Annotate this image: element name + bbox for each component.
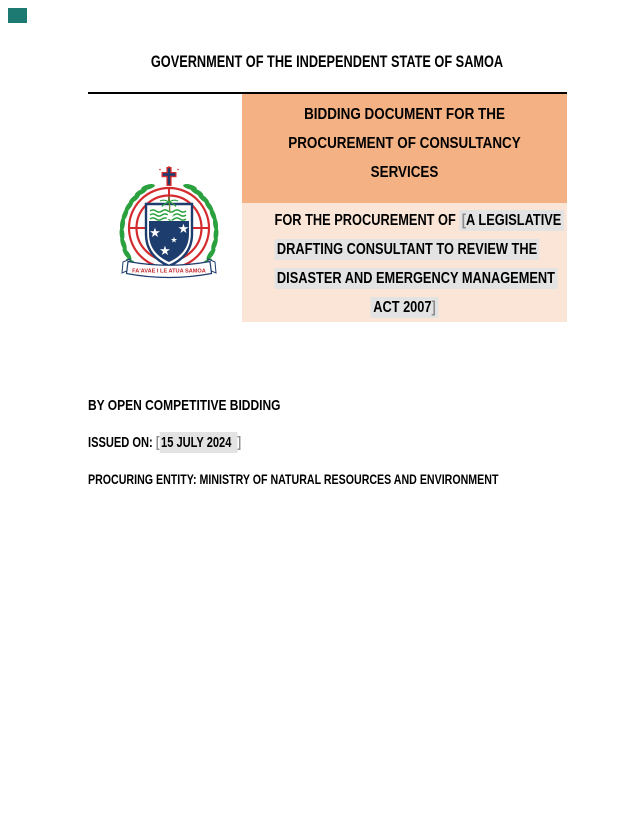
bidding-box bbox=[242, 94, 567, 322]
subject-field-line-2[interactable]: DRAFTING CONSULTANT TO REVIEW THE bbox=[275, 239, 540, 260]
svg-text:★: ★ bbox=[149, 226, 161, 241]
bidding-subject bbox=[242, 203, 567, 322]
open-bracket: [ bbox=[461, 212, 467, 229]
issued-label: ISSUED ON: bbox=[88, 434, 153, 451]
subject-prefix: FOR THE PROCUREMENT OF bbox=[274, 212, 460, 229]
subject-field-line-4[interactable]: ACT 2007] bbox=[371, 297, 438, 318]
cross-icon bbox=[159, 166, 179, 186]
bidding-method: BY OPEN COMPETITIVE BIDDING bbox=[88, 397, 281, 414]
corner-marker bbox=[8, 8, 27, 23]
bid-header-line-2: PROCUREMENT OF CONSULTANCY bbox=[288, 135, 521, 152]
motto-text: FA'AVAE I LE ATUA SAMOA bbox=[132, 268, 206, 275]
subject-line-1 bbox=[274, 206, 562, 235]
shield bbox=[146, 197, 192, 267]
svg-text:★: ★ bbox=[177, 222, 190, 237]
bidding-header bbox=[242, 94, 567, 203]
subject-line-3 bbox=[275, 264, 555, 293]
bid-header-line-1: BIDDING DOCUMENT FOR THE bbox=[304, 106, 505, 123]
svg-text:★: ★ bbox=[159, 244, 171, 259]
subject-line-4 bbox=[275, 293, 535, 322]
issued-date-field[interactable]: 15 JULY 2024 bbox=[160, 432, 238, 453]
subject-field-line-1[interactable]: [A LEGISLATIVE bbox=[459, 210, 563, 231]
issued-close-bracket: ] bbox=[237, 434, 242, 451]
svg-text:★: ★ bbox=[170, 235, 178, 245]
close-bracket: ] bbox=[431, 299, 436, 316]
procuring-entity: PROCURING ENTITY: MINISTRY OF NATURAL RESOURCES AND ENVIRONMENT bbox=[88, 471, 499, 487]
issued-open-bracket: [ bbox=[155, 434, 160, 451]
subject-field-line-3[interactable]: DISASTER AND EMERGENCY MANAGEMENT bbox=[275, 268, 558, 289]
bid-header-line-3: SERVICES bbox=[370, 164, 439, 181]
issued-on-line bbox=[88, 434, 241, 451]
svg-text:★: ★ bbox=[163, 210, 175, 225]
samoa-coat-of-arms bbox=[117, 166, 223, 288]
page-title: GOVERNMENT OF THE INDEPENDENT STATE OF SAMOA bbox=[150, 52, 504, 71]
subject-line-2 bbox=[275, 235, 538, 264]
